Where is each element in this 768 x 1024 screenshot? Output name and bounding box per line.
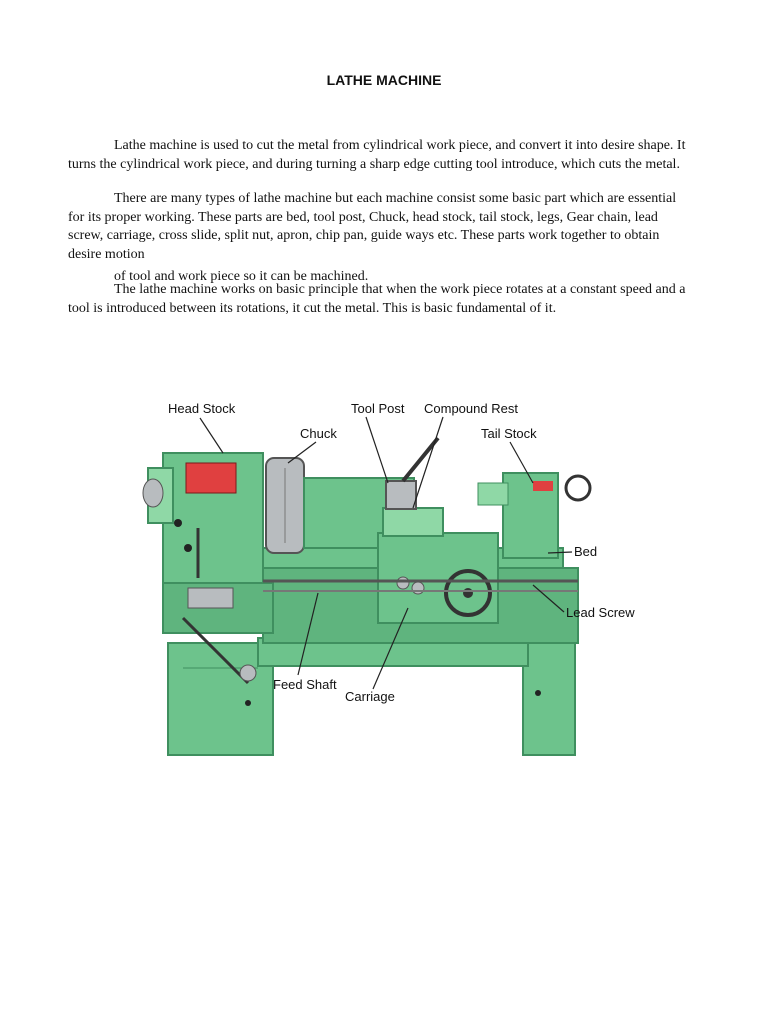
label-compound-rest: Compound Rest (424, 401, 518, 416)
tool-post (386, 481, 416, 509)
label-chuck: Chuck (300, 426, 337, 441)
label-lead-screw: Lead Screw (566, 605, 635, 620)
label-bed: Bed (574, 544, 598, 559)
label-feed-shaft: Feed Shaft (273, 677, 337, 692)
paragraph-parts-last-line: of tool and work piece so it can be machined. (114, 269, 369, 284)
lathe-machine-diagram (138, 393, 638, 773)
label-head-stock: Head Stock (168, 401, 236, 416)
paragraph-intro: Lathe machine is used to cut the metal from cylindrical work piece, and convert it into desire shape. It turns the cylindrical work piece, and during turning a sharp edge cutting tool introduce, which cuts the metal. (68, 138, 686, 172)
label-tail-stock: Tail Stock (481, 426, 537, 441)
paragraph-principle: The lathe machine works on basic principle that when the work piece rotates at a constant speed and a tool is introduced between its rotations, it cut the metal. This is basic fundamental of it. (68, 282, 686, 316)
paragraph-parts (68, 190, 694, 287)
document-title: LATHE MACHINE (326, 72, 442, 88)
right-leg (523, 643, 575, 755)
label-tool-post: Tool Post (351, 401, 405, 416)
paragraph-parts-text: There are many types of lathe machine but each machine consist some basic part which are essential for its proper working. These parts are bed, tool post, Chuck, head stock, tail stock, legs, Gear chain, lead screw, carriage, cross slide, split nut, apron, chip pan, guide ways etc. These parts work together to obtain desire motion (68, 191, 677, 262)
name-plate (186, 463, 236, 493)
label-carriage: Carriage (345, 689, 395, 704)
tail-stock-handwheel (566, 476, 590, 500)
compound-rest (383, 508, 443, 536)
